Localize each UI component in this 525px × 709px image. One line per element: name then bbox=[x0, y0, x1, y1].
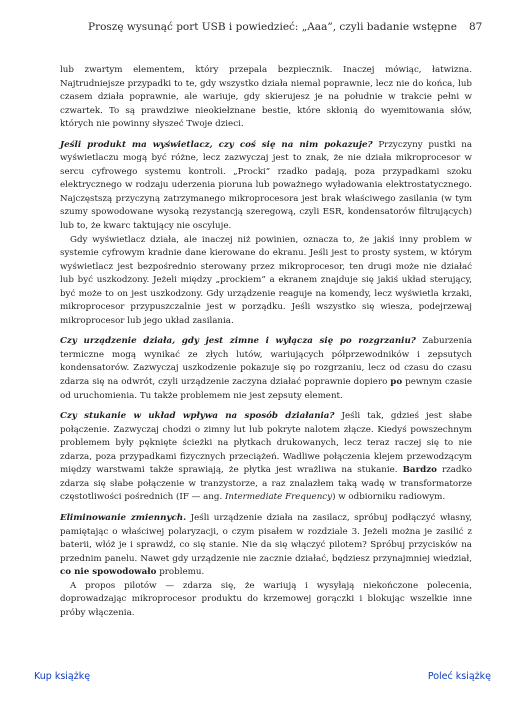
section-question-display: Jeśli produkt ma wyświetlacz, czy coś się na nim pokazuje? bbox=[60, 139, 373, 150]
paragraph-display: Jeśli produkt ma wyświetlacz, czy coś się na nim pokazuje? Przyczyny pustki na wyświetlaczu mogą być różne, lecz zazwyczaj jest to znak, że nie działa mikroprocesor w sercu cyfrowego systemu kontroli. „Procki” rzadko padają, poza przypadkami szoku elektrycznego w rodzaju uderzenia pioruna lub poważnego wyładowania elektrostatycznego. Najczęstszą przyczyną zatrzymanego mikroprocesora jest brak właściwego zasilania (w tym szumy spowodowane wysoką rezystancją szeregową, czyli ESR, kondensatorów filtrujących) lub to, że kwarc taktujący nie oscyluje. bbox=[60, 139, 472, 232]
paragraph-thermal: Czy urządzenie działa, gdy jest zimne i wyłącza się po rozgrzaniu? Zaburzenia termiczne mogą wynikać ze złych lutów, wariujących półprzewodników i zepsutych kondensatorów. Zazwyczaj uszkodzenie pokazuje się po rozgrzaniu, lecz od czasu do czasu zdarza się na odwrót, czyli urządzenie zaczyna działać poprawnie dopiero po pewnym czasie od uruchomienia. Tu także problemem nie jest zepsuty element. bbox=[60, 336, 472, 401]
paragraph-intro: lub zwartym elementem, który przepala bezpiecznik. Inaczej mówiąc, łatwizna. Najtrudniejsze przypadki to te, gdy wszystko działa niemal poprawnie, lecz nie do końca, lub czasem działa poprawnie, ale wariuje, gdy skierujesz je na południe w trakcie pełni w czwartek. To są prawdziwe nieokiełznane bestie, które skłonią do wyemitowania słów, których nie powinny słyszeć Twoje dzieci. bbox=[60, 65, 472, 130]
section-heading-variables: Eliminowanie zmiennych. bbox=[60, 512, 187, 523]
spacer bbox=[60, 132, 472, 139]
recommend-book-link[interactable]: Poleć książkę bbox=[427, 671, 491, 682]
page-footer bbox=[0, 670, 525, 684]
emphasis-bardzo: Bardzo bbox=[402, 465, 437, 476]
page-header bbox=[0, 20, 525, 34]
spacer bbox=[60, 505, 472, 512]
running-title: Proszę wysunąć port USB i powiedzieć: „Aaa”, czyli badanie wstępne bbox=[88, 21, 457, 33]
term-intermediate-frequency: Intermediate Frequency bbox=[224, 492, 333, 503]
paragraph-variables: Eliminowanie zmiennych. Jeśli urządzenie działa na zasilacz, spróbuj podłączyć własny, pamiętając o właściwej polaryzacji, o czym pisałem w rozdziale 3. Jeżeli można je zasilić z baterii, włóż je i sprawdź, co się stanie. Nie da się włączyć pilotem? Spróbuj przycisków na przednim panelu. Nawet gdy urządzenie nie zacznie działać, będziesz przynajmniej wiedział, co nie spowodowało problemu. bbox=[60, 512, 472, 578]
spacer bbox=[60, 328, 472, 335]
emphasis-po: po bbox=[390, 377, 403, 388]
emphasis-co-nie-spowodowalo: co nie spowodowało bbox=[60, 567, 157, 578]
page-body bbox=[60, 64, 472, 620]
spacer bbox=[60, 403, 472, 410]
section-question-tapping: Czy stukanie w układ wpływa na sposób działania? bbox=[60, 411, 335, 422]
paragraph-display-continued: Gdy wyświetlacz działa, ale inaczej niż powinien, oznacza to, że jakiś inny problem w systemie cyfrowym kradnie dane kierowane do ekranu. Jeśli jest to prosty system, w którym wyświetlacz jest bezpośrednio sterowany przez mikroprocesor, ten drugi może nie działać lub być uszkodzony. Jeżeli między „prockiem” a ekranem znajduje się jakiś układ sterujący, być może to on jest uszkodzony. Gdy urządzenie reaguje na komendy, lecz wyświetla krzaki, mikroprocesor przypuszczalnie jest w porządku. Jeśli wszystko się wiesza, podejrzewaj mikroprocesor lub jego układ zasilania. bbox=[60, 234, 472, 326]
page-number: 87 bbox=[469, 21, 483, 33]
paragraph-remotes: A propos pilotów — zdarza się, że wariują i wysyłają niekończone polecenia, doprowadzając mikroprocesor produktu do krzemowej gorączki i blokując wszelkie inne próby włączenia. bbox=[60, 580, 472, 618]
paragraph-tapping: Czy stukanie w układ wpływa na sposób działania? Jeśli tak, gdzieś jest słabe połączenie. Zazwyczaj chodzi o zimny lut lub pokryte nalotem złącze. Kiedyś powszechnym problemem były pęknięte ścieżki na płytkach drukowanych, lecz teraz raczej się to nie zdarza, poza przypadkami fizycznych przeciążeń. Wadliwe połączenia klejem przewodzącym między warstwami także sprawiają, że płytka jest wrażliwa na stukanie. Bardzo rzadko zdarza się słabe połączenie w tranzystorze, a raz znalazłem taką wadę w transformatorze częstotliwości pośrednich (IF — ang. Intermediate Frequency) w odbiorniku radiowym. bbox=[60, 411, 472, 503]
buy-book-link[interactable]: Kup książkę bbox=[34, 671, 91, 682]
section-question-thermal: Czy urządzenie działa, gdy jest zimne i wyłącza się po rozgrzaniu? bbox=[60, 336, 416, 347]
